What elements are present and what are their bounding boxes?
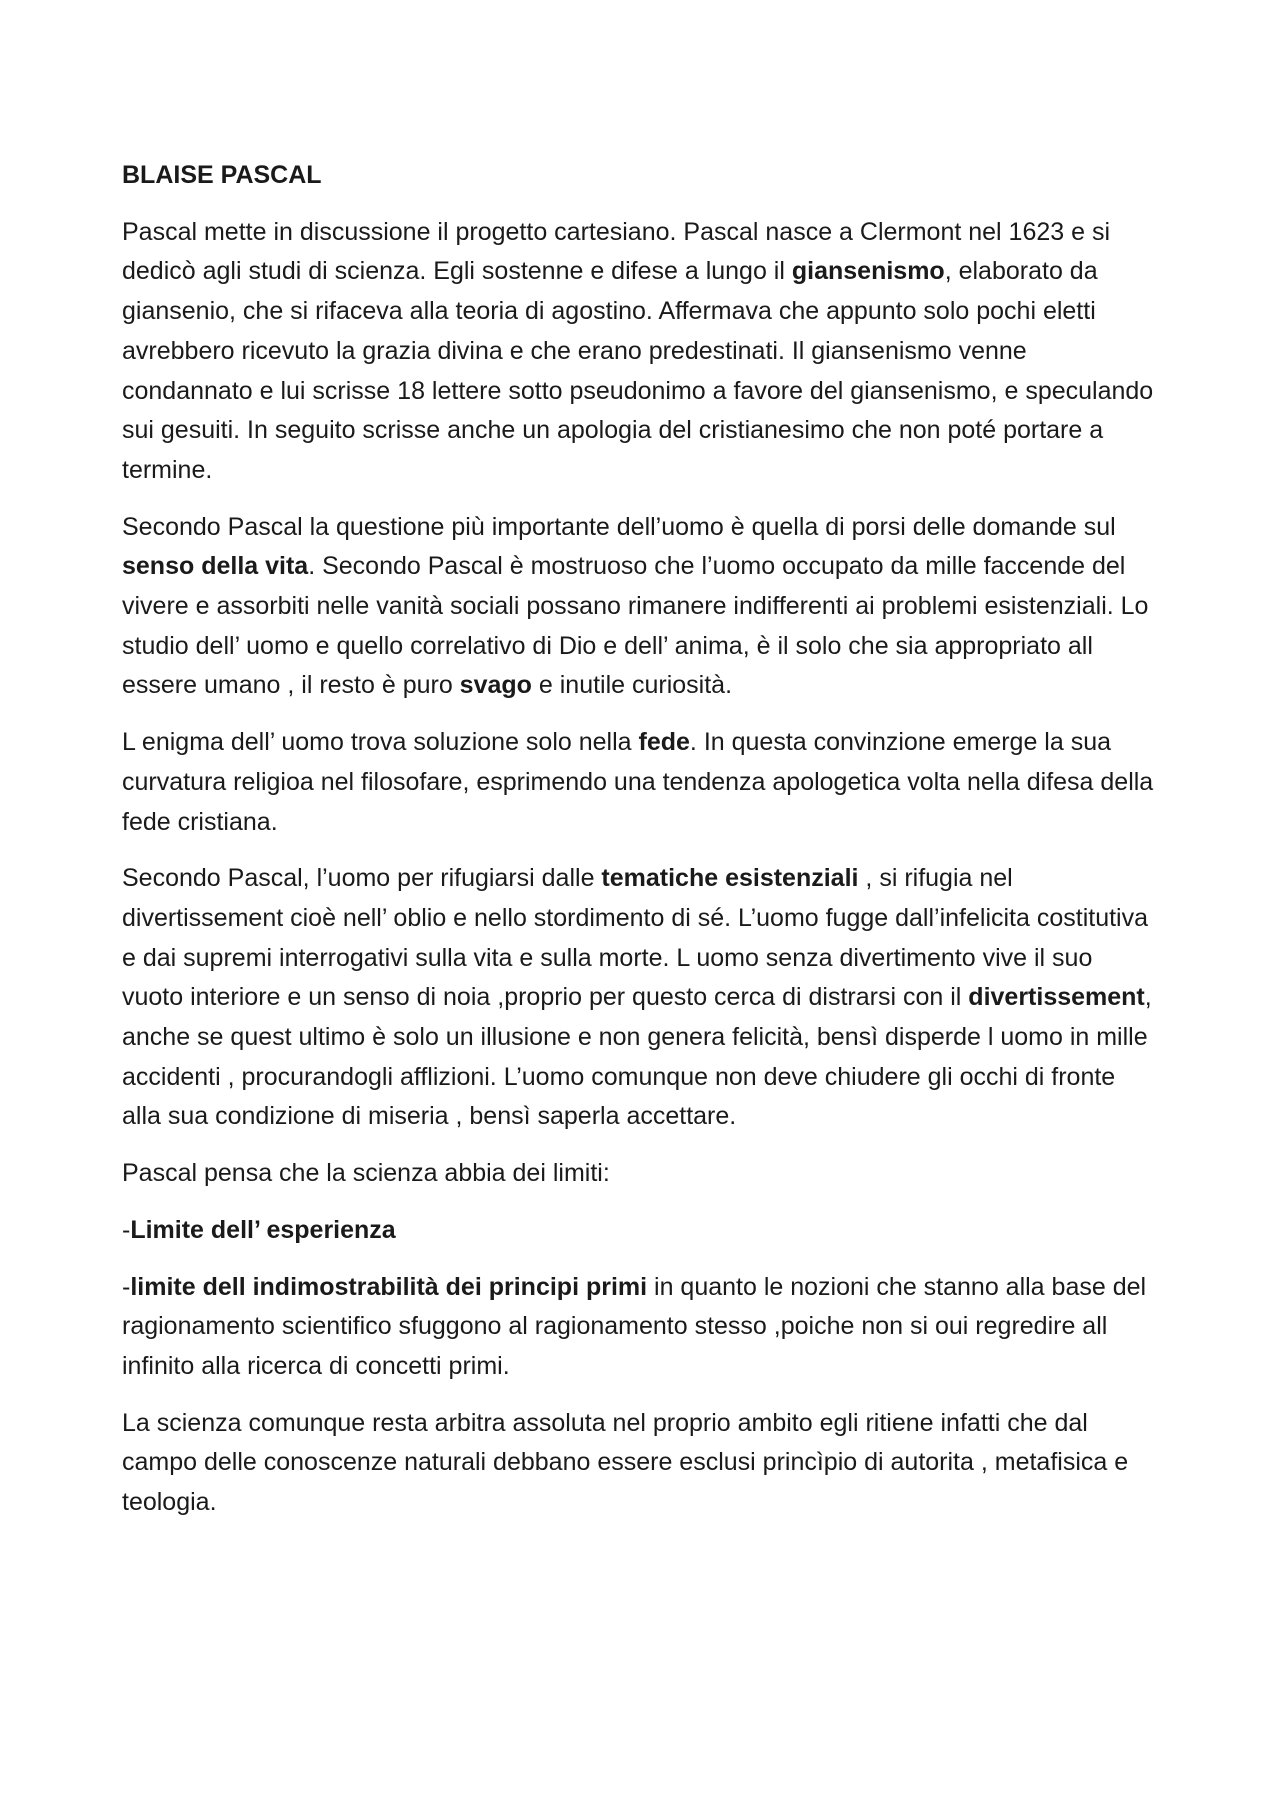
paragraph-text: in quanto le nozioni che stanno alla base del ragionamento scientifico sfuggono al ragionamento stesso ,poiche non si oui regredire all infinito alla ricerca di concetti primi. [122,1272,1147,1380]
bold-term: senso della vita [122,552,309,581]
paragraph-text: Secondo Pascal, l’uomo per rifugiarsi dalle [122,864,602,893]
paragraph-text: . In questa convinzione emerge la sua curvatura religioa nel filosofare, esprimendo una tendenza apologetica volta nella difesa della fede cristiana. [122,728,1154,836]
document-title: BLAISE PASCAL [122,161,322,189]
paragraph-text: . Secondo Pascal è mostruoso che l’uomo occupato da mille faccende del vivere e assorbiti nelle vanità sociali possano rimanere indifferenti ai problemi esistenziali. Lo studio dell’ uomo e quello correlativo di Dio e dell’ anima, è il solo che sia appropriato all essere umano , il resto è puro [122,552,1149,700]
bold-term: limite dell indimostrabilità dei principi primi [130,1272,648,1301]
bold-term: Limite dell’ esperienza [130,1215,396,1244]
paragraph-text: , elaborato da giansenio, che si rifaceva alla teoria di agostino. Affermava che appunto solo pochi eletti avrebbero ricevuto la grazia divina e che erano predestinati. Il giansenismo venne condannato e lui scrisse 18 lettere sotto pseudonimo a favore del giansenismo, e speculando sui gesuiti. In seguito scrisse anche un apologia del cristianesimo che non poté portare a termine. [122,257,1154,484]
bold-term: divertissement [968,983,1145,1012]
paragraph-text: Secondo Pascal la questione più importante dell’uomo è quella di porsi delle domande sul [122,512,1116,541]
paragraph-senso-della-vita [122,508,1160,707]
list-dash: - [122,1272,131,1301]
paragraph-text: Pascal mette in discussione il progetto cartesiano. Pascal nasce a Clermont nel 1623 e si dedicò agli studi di scienza. Egli sostenne e difese a lungo il [122,217,1111,286]
bold-term: svago [459,671,532,700]
bold-term: tematiche esistenziali [601,864,859,893]
bold-term: fede [638,728,690,757]
paragraph-text: L enigma dell’ uomo trova soluzione solo nella [122,728,639,757]
list-item-limite-esperienza [122,1211,1160,1251]
bold-term: giansenismo [791,257,945,286]
paragraph-fede [122,723,1160,842]
list-item-limite-principi [122,1268,1160,1387]
paragraph-conclusione [122,1404,1160,1523]
list-dash: - [122,1215,131,1244]
paragraph-divertissement [122,859,1160,1137]
paragraph-intro [122,213,1160,491]
paragraph-text: , si rifugia nel divertissement cioè nell’ oblio e nello stordimento di sé. L’uomo fugge dall’infelicita costitutiva e dai supremi interrogativi sulla vita e sulla morte. L uomo senza divertimento vive il suo vuoto interiore e un senso di noia ,proprio per questo cerca di distrarsi con il [122,864,1149,1012]
paragraph-text: Pascal pensa che la scienza abbia dei limiti: [122,1159,610,1188]
paragraph-limiti-scienza [122,1154,1160,1194]
paragraph-text: La scienza comunque resta arbitra assoluta nel proprio ambito egli ritiene infatti che dal campo delle conoscenze naturali debbano essere esclusi princìpio di autorita , metafisica e teologia. [122,1408,1129,1517]
paragraph-text: e inutile curiosità. [531,671,733,700]
paragraph-text: , anche se quest ultimo è solo un illusione e non genera felicità, bensì disperde l uomo in mille accidenti , procurandogli afflizioni. L’uomo comunque non deve chiudere gli occhi di fronte alla sua condizione di miseria , bensì saperla accettare. [122,983,1152,1131]
